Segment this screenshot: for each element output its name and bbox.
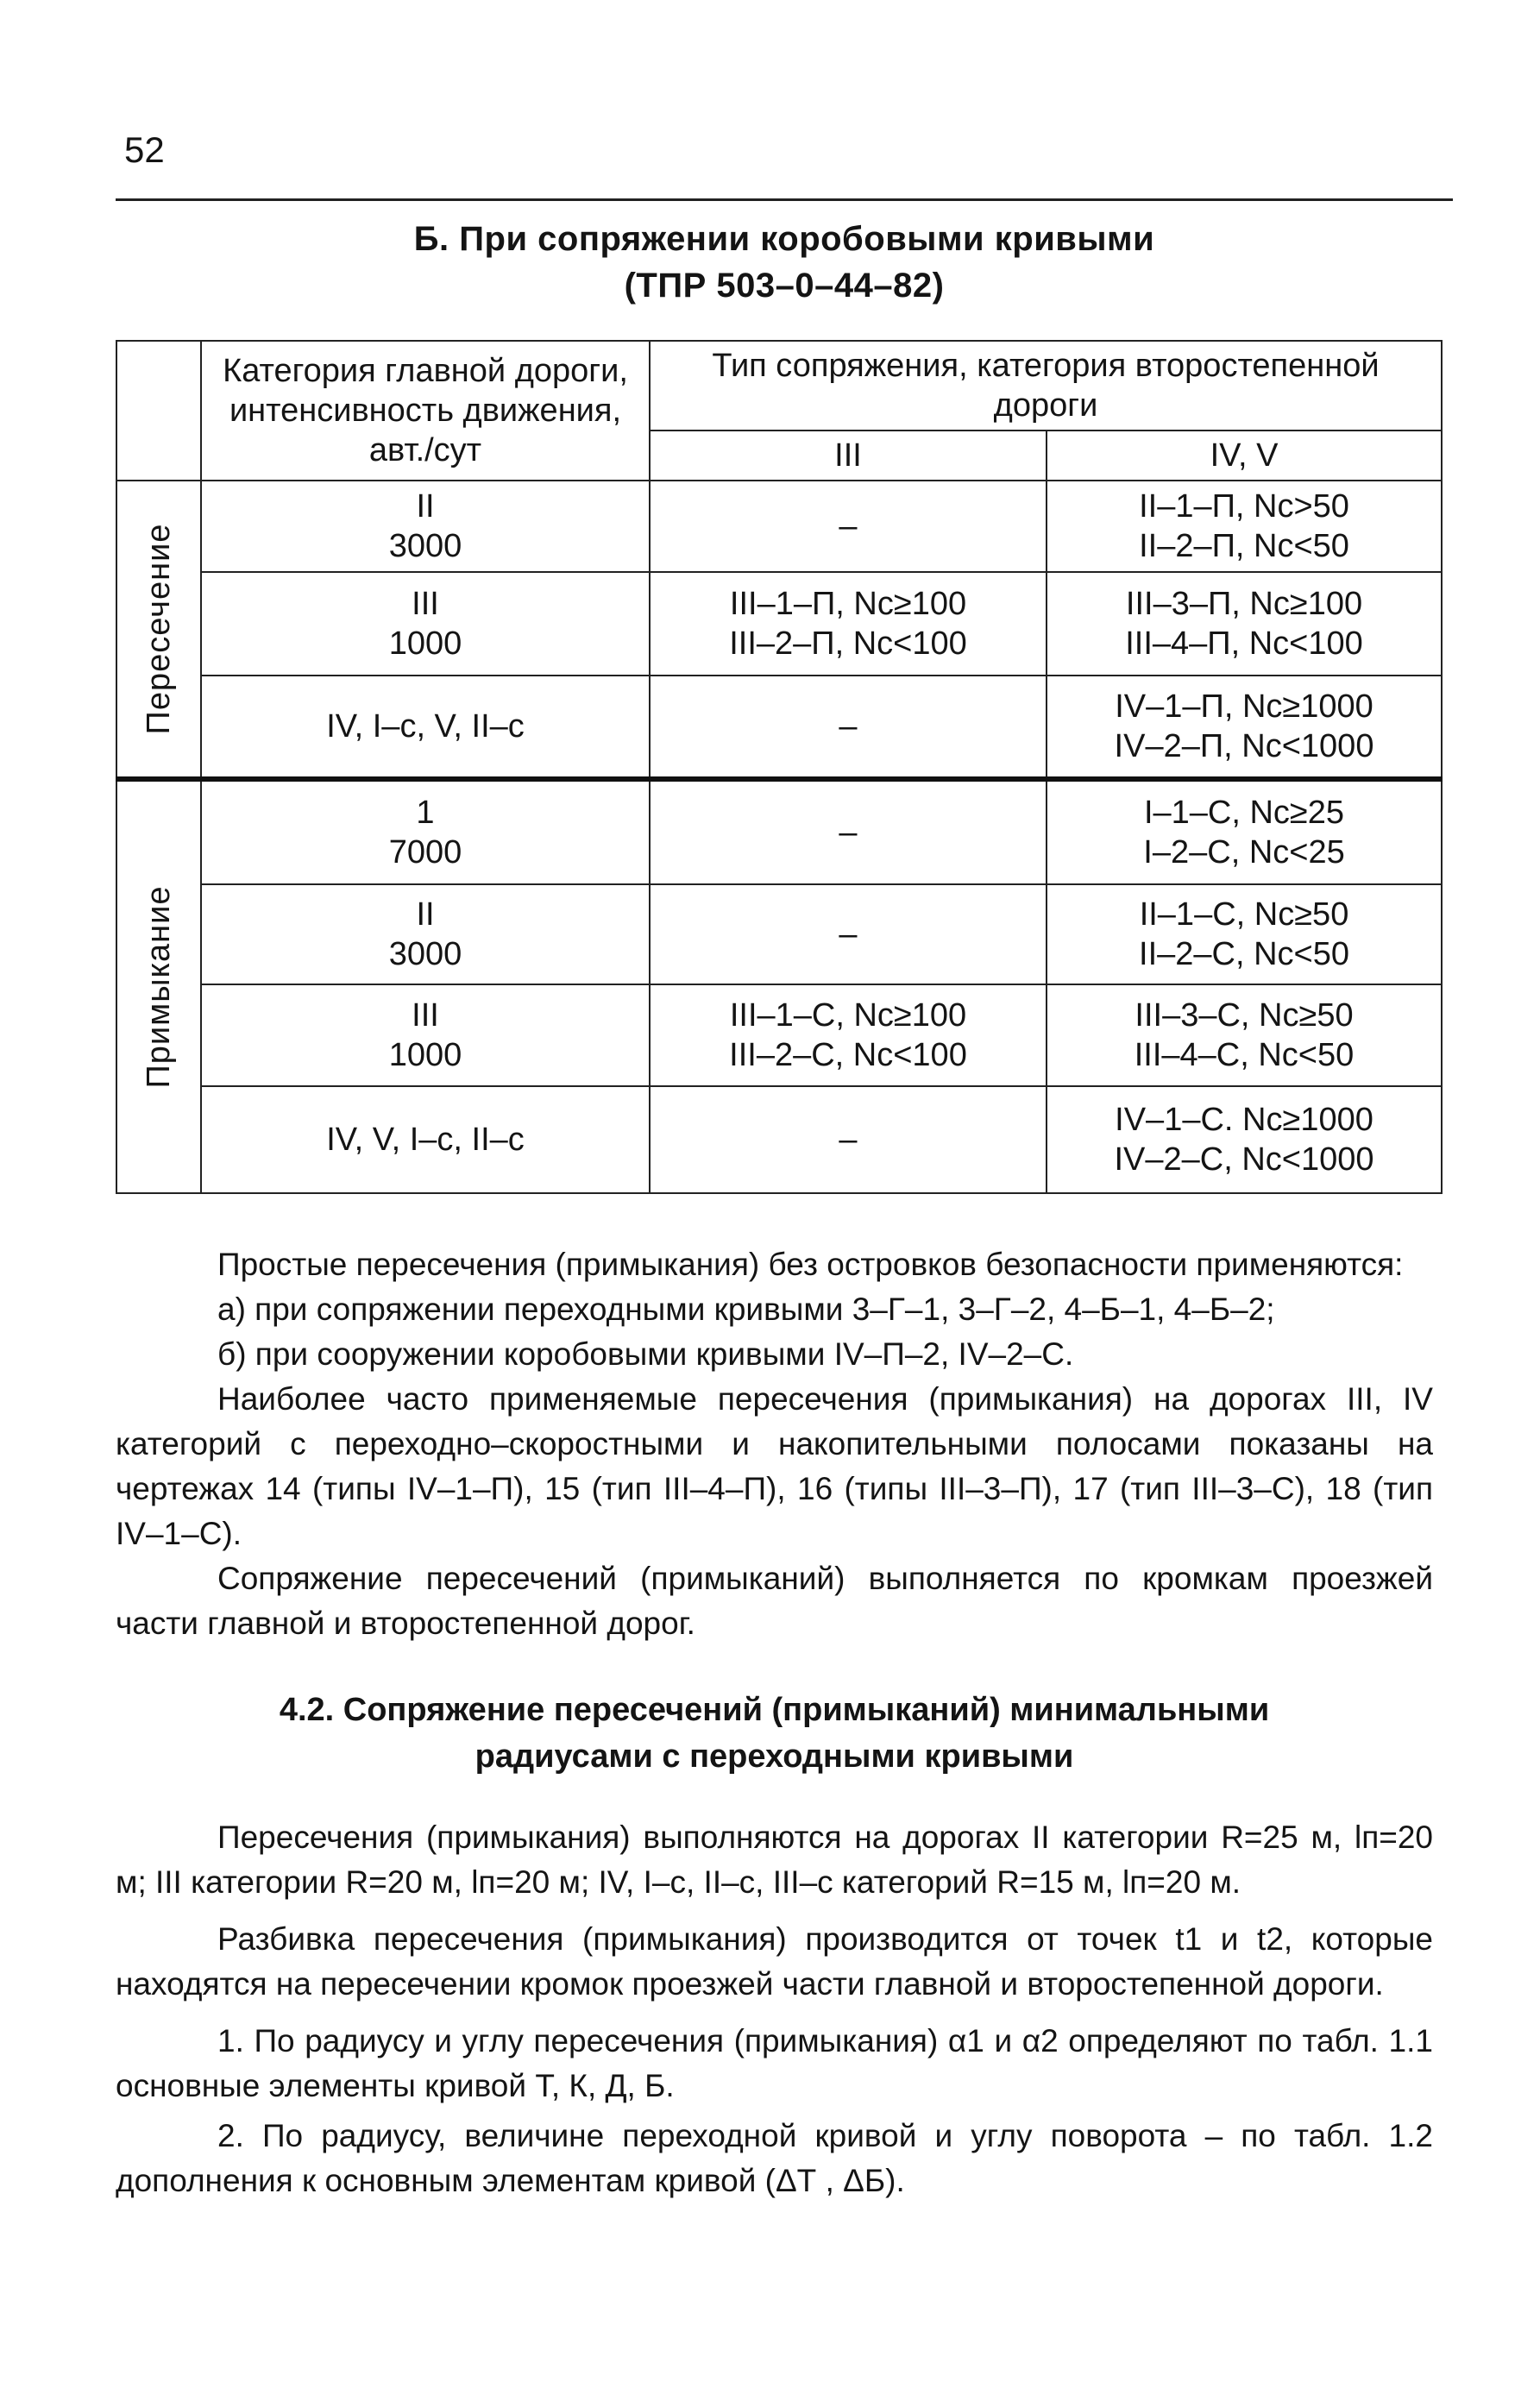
type-iii-cell: –	[650, 779, 1047, 884]
type-iv-v-cell: III–3–П, Nc≥100 III–4–П, Nc<100	[1047, 572, 1442, 676]
category-cell: III 1000	[201, 572, 650, 676]
header-category: Категория главной дороги, интенсивность движения, авт./сут	[201, 341, 650, 481]
type-iv-v-cell: II–1–П, Nc>50 II–2–П, Nc<50	[1047, 481, 1442, 572]
paragraph: Разбивка пересечения (примыкания) производится от точек t1 и t2, которые находятся на пересечении кромок проезжей части главной и второстепенной дороги.	[116, 1921, 1434, 2002]
paragraph: а) при сопряжении переходными кривыми 3–Г–1, 3–Г–2, 4–Б–1, 4–Б–2;	[217, 1292, 1275, 1327]
type-iv-v-cell: III–3–С, Nc≥50 III–4–С, Nc<50	[1047, 984, 1442, 1086]
type-iv-v-cell: IV–1–С. Nc≥1000 IV–2–С, Nc<1000	[1047, 1086, 1442, 1193]
paragraph: Наиболее часто применяемые пересечения (примыкания) на дорогах III, IV категорий с переходно–скоростными и накопительными полосами показаны на чертежах 14 (типы IV–1–П), 15 (тип III–4–П), 16 (типы III–3–П), 17 (тип III–3–С), 18 (тип IV–1–С).	[116, 1381, 1433, 1551]
category-cell: III 1000	[201, 984, 650, 1086]
header-col-iv-v: IV, V	[1047, 431, 1442, 481]
group-label-intersection: Пересечение	[116, 481, 201, 779]
category-cell: II 3000	[201, 884, 650, 984]
paragraph: 1. По радиусу и углу пересечения (примыкания) α1 и α2 определяют по табл. 1.1 основные элементы кривой Т, К, Д, Б.	[116, 2023, 1433, 2103]
paragraph: Простые пересечения (примыкания) без островков безопасности применяются:	[217, 1247, 1404, 1282]
type-iv-v-cell: II–1–С, Nc≥50 II–2–С, Nc<50	[1047, 884, 1442, 984]
junction-types-table	[116, 340, 1443, 1194]
paragraph: 2. По радиусу, величине переходной кривой и углу поворота – по табл. 1.2 дополнения к основным элементам кривой (ΔТ , ΔБ).	[116, 2118, 1433, 2198]
table-corner-cell	[116, 341, 201, 481]
table-title	[116, 216, 1453, 309]
category-cell: 1 7000	[201, 779, 650, 884]
table-title-subline: (ТПР 503–0–44–82)	[624, 267, 945, 305]
body-text-block-2	[116, 1815, 1433, 2203]
category-cell: IV, V, I–c, II–c	[201, 1086, 650, 1193]
header-col-iii: III	[650, 431, 1047, 481]
paragraph: Пересечения (примыкания) выполняются на дорогах II категории R=25 м, lп=20 м; III категории R=20 м, lп=20 м; IV, I–c, II–c, III–c категорий R=15 м, lп=20 м.	[116, 1820, 1433, 1900]
header-rule	[116, 198, 1453, 201]
type-iii-cell: –	[650, 481, 1047, 572]
page-number: 52	[124, 129, 165, 170]
group-label-junction: Примыкание	[116, 779, 201, 1193]
table-title-line: Б. При сопряжении коробовыми кривыми	[413, 220, 1155, 258]
type-iii-cell: III–1–С, Nc≥100 III–2–С, Nc<100	[650, 984, 1047, 1086]
type-iii-cell: –	[650, 1086, 1047, 1193]
category-cell: IV, I–c, V, II–c	[201, 676, 650, 779]
body-text-block-1	[116, 1242, 1433, 1646]
section-heading: 4.2. Сопряжение пересечений (примыканий) минимальными радиусами с переходными кривыми	[279, 1692, 1270, 1775]
category-cell: II 3000	[201, 481, 650, 572]
header-junction-type: Тип сопряжения, категория второстепенной дороги	[650, 341, 1442, 431]
paragraph: Сопряжение пересечений (примыканий) выполняется по кромкам проезжей части главной и второстепенной дорог.	[116, 1561, 1433, 1641]
paragraph: б) при сооружении коробовыми кривыми IV–П–2, IV–2–С.	[217, 1336, 1074, 1372]
type-iv-v-cell: I–1–С, Nc≥25 I–2–С, Nc<25	[1047, 779, 1442, 884]
type-iii-cell: –	[650, 884, 1047, 984]
type-iv-v-cell: IV–1–П, Nc≥1000 IV–2–П, Nc<1000	[1047, 676, 1442, 779]
type-iii-cell: –	[650, 676, 1047, 779]
type-iii-cell: III–1–П, Nc≥100 III–2–П, Nc<100	[650, 572, 1047, 676]
